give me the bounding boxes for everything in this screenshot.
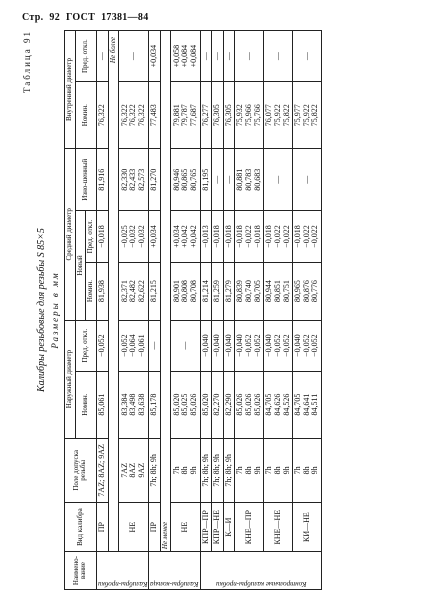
mid-nom-cell — [119, 262, 149, 320]
inner-dev-cell-value: — — [212, 52, 222, 61]
outer-dev-cell — [235, 320, 264, 371]
rotated-page — [22, 30, 414, 590]
mid-nom-cell-value: 80,776 — [310, 280, 320, 303]
inner-nom-cell-value: 76,305 — [223, 104, 233, 127]
table-body — [96, 31, 321, 590]
col-name: Наимено-вание — [65, 552, 97, 590]
kind-cell — [293, 503, 322, 552]
mid-nom-cell-value: 81,938 — [96, 280, 106, 303]
mid-dev-cell-value: −0,018 — [252, 225, 262, 248]
inner-dev-cell — [119, 31, 149, 82]
kind-cell — [212, 503, 224, 552]
gauge-table — [64, 30, 322, 590]
outer-nom-cell-value: 85,178 — [149, 393, 159, 416]
col-outer: Наружный диаметр — [65, 320, 76, 438]
table-row — [264, 31, 293, 590]
kind-cell-value: НЕ — [180, 521, 190, 533]
outer-nom-cell — [223, 371, 235, 438]
inner-dev-cell — [149, 31, 161, 82]
table-row — [223, 31, 235, 590]
inner-dev-cell — [264, 31, 293, 82]
mid-nom-cell-value: 80,839 — [235, 280, 245, 303]
kind-cell — [200, 503, 212, 552]
mid-nom-cell — [212, 262, 224, 320]
worn-cell — [235, 149, 264, 211]
mid-nom-cell-value: 81,214 — [200, 280, 210, 303]
inner-nom-cell — [200, 82, 212, 149]
inner-dev-cell-value: +0,084 — [188, 44, 198, 68]
outer-dev-cell-value: — — [149, 341, 159, 350]
field-cell — [96, 438, 108, 503]
mid-dev-cell — [212, 211, 224, 262]
field-cell-value: 8AZ — [128, 463, 138, 478]
inner-nom-cell — [264, 82, 293, 149]
table-number: Таблица 91 — [22, 30, 32, 93]
worn-cell-value: — — [212, 175, 222, 184]
mid-nom-cell-value: 80,944 — [264, 280, 274, 303]
inner-nom-cell-value: 75,822 — [310, 104, 320, 127]
mid-dev-cell-value: −0,018 — [293, 225, 303, 248]
field-cell — [264, 438, 293, 503]
kind-cell-value: КИ—НЕ — [301, 512, 311, 543]
outer-dev-cell-value: −0,052 — [252, 334, 262, 357]
outer-nom-cell — [293, 371, 322, 438]
mid-dev-cell — [264, 211, 293, 262]
kind-cell — [171, 503, 200, 552]
mid-dev-cell-value: −0,022 — [244, 225, 254, 248]
mid-nom-cell — [293, 262, 322, 320]
mid-dev-cell-value: −0,032 — [128, 225, 138, 248]
col-mid-dev: Пред. откл. — [86, 211, 97, 262]
field-cell — [171, 438, 200, 503]
col-mid-nom: Номин. — [86, 262, 97, 320]
field-cell-value: 7h — [293, 466, 303, 475]
table-row — [149, 31, 161, 590]
outer-nom-cell — [119, 371, 149, 438]
inner-nom-cell-value: 76,322 — [137, 104, 147, 127]
worn-cell — [149, 149, 161, 211]
outer-dev-cell — [96, 320, 108, 371]
inner-dev-cell-value: — — [272, 52, 282, 61]
outer-dev-cell — [293, 320, 322, 371]
mid-dev-cell-value: −0,022 — [272, 225, 282, 248]
inner-nom-cell — [293, 82, 322, 149]
inner-nom-cell — [119, 82, 149, 149]
worn-cell-value: 80,765 — [188, 168, 198, 191]
field-cell-value: 7h — [264, 466, 274, 475]
mid-nom-cell — [223, 262, 235, 320]
mid-dev-cell-value: −0,018 — [264, 225, 274, 248]
group-label-text: Контрольные калибры-пробки — [215, 580, 307, 588]
field-cell-value: 7h — [235, 466, 245, 475]
outer-nom-cell-value: 85,025 — [180, 393, 190, 416]
outer-nom-cell — [149, 371, 161, 438]
inner-dev-cell-value: — — [200, 52, 210, 61]
worn-cell — [293, 149, 322, 211]
note-row — [108, 31, 119, 590]
worn-cell — [264, 149, 293, 211]
mid-nom-cell-value: 82,482 — [128, 280, 138, 303]
field-cell-value: 9h — [252, 466, 262, 475]
col-outer-dev: Пред. откл. — [75, 320, 96, 371]
field-cell-value: 9AZ — [137, 463, 147, 478]
inner-dev-cell — [293, 31, 322, 82]
inner-dev-cell-value: +0,058 — [171, 44, 181, 68]
outer-dev-cell-value: −0,040 — [200, 334, 210, 357]
group-label-text: Калибры-кольца — [150, 580, 199, 588]
mid-nom-cell-value: 80,708 — [188, 280, 198, 303]
inner-dev-cell-value: +0,034 — [149, 44, 159, 68]
outer-dev-cell-value: −0,052 — [301, 334, 311, 357]
col-kind: Вид калибра — [65, 503, 97, 552]
field-cell-value: 9h — [310, 466, 320, 475]
inner-dev-cell-value: — — [128, 52, 138, 61]
note-text: Не менее — [160, 31, 171, 552]
col-mid: Средний диаметр — [65, 149, 76, 320]
outer-dev-cell — [264, 320, 293, 371]
outer-dev-cell-value: −0,052 — [272, 334, 282, 357]
inner-nom-cell-value: 79,787 — [180, 104, 190, 127]
inner-nom-cell-value: 76,322 — [128, 104, 138, 127]
mid-dev-cell — [119, 211, 149, 262]
outer-nom-cell — [96, 371, 108, 438]
outer-nom-cell — [171, 371, 200, 438]
field-cell-value: 8h — [301, 466, 311, 475]
outer-nom-cell-value: 82,270 — [212, 393, 222, 416]
inner-dev-cell-value: — — [223, 52, 233, 61]
outer-nom-cell-value: 83,638 — [137, 393, 147, 416]
mid-dev-cell-value: +0,034 — [171, 225, 181, 248]
worn-cell-value: 80,865 — [180, 168, 190, 191]
inner-nom-cell-value: 75,822 — [281, 104, 291, 127]
outer-dev-cell-value: — — [180, 341, 190, 350]
kind-cell — [223, 503, 235, 552]
field-cell — [223, 438, 235, 503]
group-label — [200, 552, 322, 590]
kind-cell — [96, 503, 108, 552]
mid-dev-cell-value: −0,025 — [119, 225, 129, 248]
inner-nom-cell-value: 75,766 — [252, 104, 262, 127]
outer-nom-cell-value: 85,020 — [200, 393, 210, 416]
worn-cell-value: 80,683 — [252, 168, 262, 191]
worn-cell-value: 82,573 — [137, 168, 147, 191]
mid-dev-cell-value: −0,022 — [301, 225, 311, 248]
mid-nom-cell-value: 82,622 — [137, 280, 147, 303]
mid-nom-cell — [235, 262, 264, 320]
outer-dev-cell — [149, 320, 161, 371]
mid-dev-cell — [235, 211, 264, 262]
kind-cell — [119, 503, 149, 552]
inner-dev-cell-value: — — [96, 52, 106, 61]
table-row — [235, 31, 264, 590]
col-mid-worn: Изно-шенный — [75, 149, 96, 211]
outer-nom-cell-value: 82,290 — [223, 393, 233, 416]
inner-dev-cell — [200, 31, 212, 82]
mid-dev-cell-value: −0,022 — [310, 225, 320, 248]
kind-cell-value: НЕ — [128, 521, 138, 533]
inner-nom-cell-value: 76,305 — [212, 104, 222, 127]
mid-dev-cell-value: −0,018 — [212, 225, 222, 248]
mid-nom-cell — [171, 262, 200, 320]
mid-dev-cell — [149, 211, 161, 262]
worn-cell-value: 80,783 — [244, 168, 254, 191]
inner-nom-cell-value: 75,932 — [235, 104, 245, 127]
inner-nom-cell — [235, 82, 264, 149]
col-mid-new: Новый — [75, 211, 86, 320]
kind-cell-value: ПР — [96, 522, 106, 533]
kind-cell-value: КПР—НЕ — [212, 510, 222, 545]
outer-nom-cell-value: 84,626 — [272, 393, 282, 416]
worn-cell-value: 80,881 — [235, 168, 245, 191]
mid-nom-cell — [200, 262, 212, 320]
col-field: Поле допуска резьбы — [65, 438, 97, 503]
outer-nom-cell-value: 84,705 — [264, 393, 274, 416]
table-row — [200, 31, 212, 590]
table-row — [96, 31, 108, 590]
kind-cell — [149, 503, 161, 552]
mid-dev-cell — [200, 211, 212, 262]
mid-nom-cell-value: 80,808 — [180, 280, 190, 303]
mid-dev-cell-value: −0,018 — [96, 225, 106, 248]
mid-nom-cell-value: 80,876 — [301, 280, 311, 303]
inner-nom-cell — [223, 82, 235, 149]
outer-dev-cell-value: −0,052 — [244, 334, 254, 357]
inner-nom-cell-value: 76,322 — [119, 104, 129, 127]
outer-dev-cell-value: −0,040 — [223, 334, 233, 357]
mid-dev-cell-value: +0,042 — [180, 225, 190, 248]
kind-cell-value: КНЕ—ПР — [244, 510, 254, 545]
inner-dev-cell-value: — — [301, 52, 311, 61]
field-cell-value: 7AZ — [119, 463, 129, 478]
field-cell — [293, 438, 322, 503]
field-cell-value: 7h; 8h; 9h — [200, 454, 210, 487]
outer-dev-cell-value: −0,040 — [264, 334, 274, 357]
mid-dev-cell-value: +0,034 — [149, 225, 159, 248]
outer-nom-cell-value: 83,384 — [119, 393, 129, 416]
page-number: 92 — [49, 12, 60, 23]
mid-dev-cell — [96, 211, 108, 262]
worn-cell — [119, 149, 149, 211]
mid-nom-cell-value: 80,705 — [252, 280, 262, 303]
outer-dev-cell-value: −0,040 — [293, 334, 303, 357]
outer-dev-cell — [171, 320, 200, 371]
inner-dev-cell-value: — — [244, 52, 254, 61]
worn-cell — [96, 149, 108, 211]
worn-cell-value: — — [272, 175, 282, 184]
mid-nom-cell-value: 81,259 — [212, 280, 222, 303]
outer-nom-cell-value: 85,026 — [244, 393, 254, 416]
outer-nom-cell-value: 85,020 — [171, 393, 181, 416]
inner-nom-cell — [212, 82, 224, 149]
inner-nom-cell-value: 76,277 — [200, 104, 210, 127]
mid-nom-cell-value: 80,740 — [244, 280, 254, 303]
inner-nom-cell-value: 75,922 — [301, 104, 311, 127]
mid-nom-cell-value: 80,901 — [171, 280, 181, 303]
outer-nom-cell-value: 85,026 — [235, 393, 245, 416]
mid-nom-cell-value: 80,751 — [281, 280, 291, 303]
outer-nom-cell — [264, 371, 293, 438]
outer-nom-cell — [235, 371, 264, 438]
inner-nom-cell-value: 76,077 — [264, 104, 274, 127]
inner-dev-cell — [212, 31, 224, 82]
worn-cell-value: — — [301, 175, 311, 184]
mid-nom-cell — [264, 262, 293, 320]
outer-nom-cell-value: 83,498 — [128, 393, 138, 416]
outer-nom-cell — [212, 371, 224, 438]
col-inner-dev: Пред. откл. — [75, 31, 96, 82]
mid-dev-cell-value: −0,018 — [223, 225, 233, 248]
mid-nom-cell-value: 80,851 — [272, 280, 282, 303]
worn-cell-value: 80,946 — [171, 168, 181, 191]
outer-dev-cell-value: −0,052 — [119, 334, 129, 357]
standard-number: 17381—84 — [101, 12, 149, 23]
worn-cell-value: 81,270 — [149, 168, 159, 191]
inner-nom-cell-value: 77,483 — [149, 104, 159, 127]
kind-cell — [264, 503, 293, 552]
note-row — [160, 31, 171, 590]
worn-cell-value: 82,433 — [128, 168, 138, 191]
mid-dev-cell-value: −0,032 — [137, 225, 147, 248]
kind-cell-value: К—И — [223, 517, 233, 537]
outer-dev-cell — [212, 320, 224, 371]
field-cell-value: 7h; 8h; 9h — [212, 454, 222, 487]
field-cell-value: 7AZ; 8AZ; 9AZ — [96, 444, 106, 497]
outer-dev-cell — [200, 320, 212, 371]
field-cell — [119, 438, 149, 503]
inner-nom-cell-value: 77,687 — [188, 104, 198, 127]
outer-dev-cell-value: −0,052 — [281, 334, 291, 357]
mid-dev-cell-value: −0,013 — [200, 225, 210, 248]
field-cell — [235, 438, 264, 503]
field-cell-value: 9h — [188, 466, 198, 475]
kind-cell — [235, 503, 264, 552]
worn-cell — [200, 149, 212, 211]
inner-nom-cell-value: 76,322 — [96, 104, 106, 127]
inner-nom-cell — [171, 82, 200, 149]
mid-dev-cell-value: −0,018 — [235, 225, 245, 248]
page-header — [22, 12, 155, 23]
outer-nom-cell-value: 85,026 — [252, 393, 262, 416]
outer-dev-cell-value: −0,040 — [235, 334, 245, 357]
field-cell-value: 8h — [244, 466, 254, 475]
inner-dev-cell-value: +0,084 — [180, 44, 190, 68]
outer-nom-cell-value: 84,511 — [310, 393, 320, 416]
field-cell — [149, 438, 161, 503]
outer-dev-cell-value: −0,061 — [137, 334, 147, 357]
inner-dev-cell — [171, 31, 200, 82]
table-row — [212, 31, 224, 590]
outer-nom-cell-value: 85,061 — [96, 393, 106, 416]
col-outer-nom: Номин. — [75, 371, 96, 438]
outer-nom-cell-value: 84,641 — [301, 393, 311, 416]
worn-cell — [171, 149, 200, 211]
kind-cell-value: ПР — [149, 522, 159, 533]
worn-cell-value: — — [223, 175, 233, 184]
field-cell-value: 7h; 8h; 9h — [223, 454, 233, 487]
inner-dev-cell — [235, 31, 264, 82]
col-inner-nom: Номин. — [75, 82, 96, 149]
col-inner: Внутренний диаметр — [65, 31, 76, 149]
kind-cell-value: КНЕ—НЕ — [272, 509, 282, 545]
kind-cell-value: КПР—ПР — [200, 510, 210, 545]
group-label-text: Калибры-пробки — [97, 580, 148, 588]
inner-nom-cell-value: 75,977 — [293, 104, 303, 127]
table-row — [119, 31, 149, 590]
inner-nom-cell — [149, 82, 161, 149]
mid-nom-cell — [149, 262, 161, 320]
note-text: Не более — [108, 31, 119, 552]
group-label — [149, 552, 200, 590]
mid-nom-cell-value: 81,215 — [149, 280, 159, 303]
mid-dev-cell-value: +0,042 — [188, 225, 198, 248]
outer-nom-cell — [200, 371, 212, 438]
worn-cell — [223, 149, 235, 211]
field-cell-value: 8h — [180, 466, 190, 475]
worn-cell-value: 82,330 — [119, 168, 129, 191]
worn-cell-value: 81,195 — [200, 168, 210, 191]
mid-nom-cell-value: 80,965 — [293, 280, 303, 303]
table-title: Калибры резьбовые для резьбы S 85×5 — [36, 228, 47, 392]
group-label — [96, 552, 149, 590]
field-cell — [200, 438, 212, 503]
field-cell-value: 9h — [281, 466, 291, 475]
outer-dev-cell — [223, 320, 235, 371]
mid-nom-cell — [96, 262, 108, 320]
field-cell — [212, 438, 224, 503]
inner-dev-cell — [96, 31, 108, 82]
worn-cell-value: 81,916 — [96, 168, 106, 191]
page-prefix: Стр. — [22, 12, 44, 23]
mid-dev-cell — [293, 211, 322, 262]
table-row — [171, 31, 200, 590]
inner-nom-cell-value: 75,966 — [244, 104, 254, 127]
inner-nom-cell — [96, 82, 108, 149]
mid-dev-cell — [223, 211, 235, 262]
worn-cell — [212, 149, 224, 211]
outer-dev-cell — [119, 320, 149, 371]
mid-dev-cell — [171, 211, 200, 262]
inner-dev-cell — [223, 31, 235, 82]
outer-nom-cell-value: 85,026 — [188, 393, 198, 416]
outer-nom-cell-value: 84,526 — [281, 393, 291, 416]
field-cell-value: 7h; 8h; 9h — [149, 454, 159, 487]
outer-dev-cell-value: −0,040 — [212, 334, 222, 357]
outer-nom-cell-value: 84,705 — [293, 393, 303, 416]
table-subtitle: Размеры в мм — [50, 271, 60, 349]
outer-dev-cell-value: −0,052 — [96, 334, 106, 357]
inner-nom-cell-value: 75,922 — [272, 104, 282, 127]
inner-nom-cell-value: 79,881 — [171, 104, 181, 127]
field-cell-value: 8h — [272, 466, 282, 475]
mid-dev-cell-value: −0,022 — [281, 225, 291, 248]
field-cell-value: 7h — [171, 466, 181, 475]
mid-nom-cell-value: 81,279 — [223, 280, 233, 303]
outer-dev-cell-value: −0,052 — [310, 334, 320, 357]
table-row — [293, 31, 322, 590]
standard-label: ГОСТ — [66, 12, 96, 23]
mid-nom-cell-value: 82,371 — [119, 280, 129, 303]
outer-dev-cell-value: −0,064 — [128, 334, 138, 357]
